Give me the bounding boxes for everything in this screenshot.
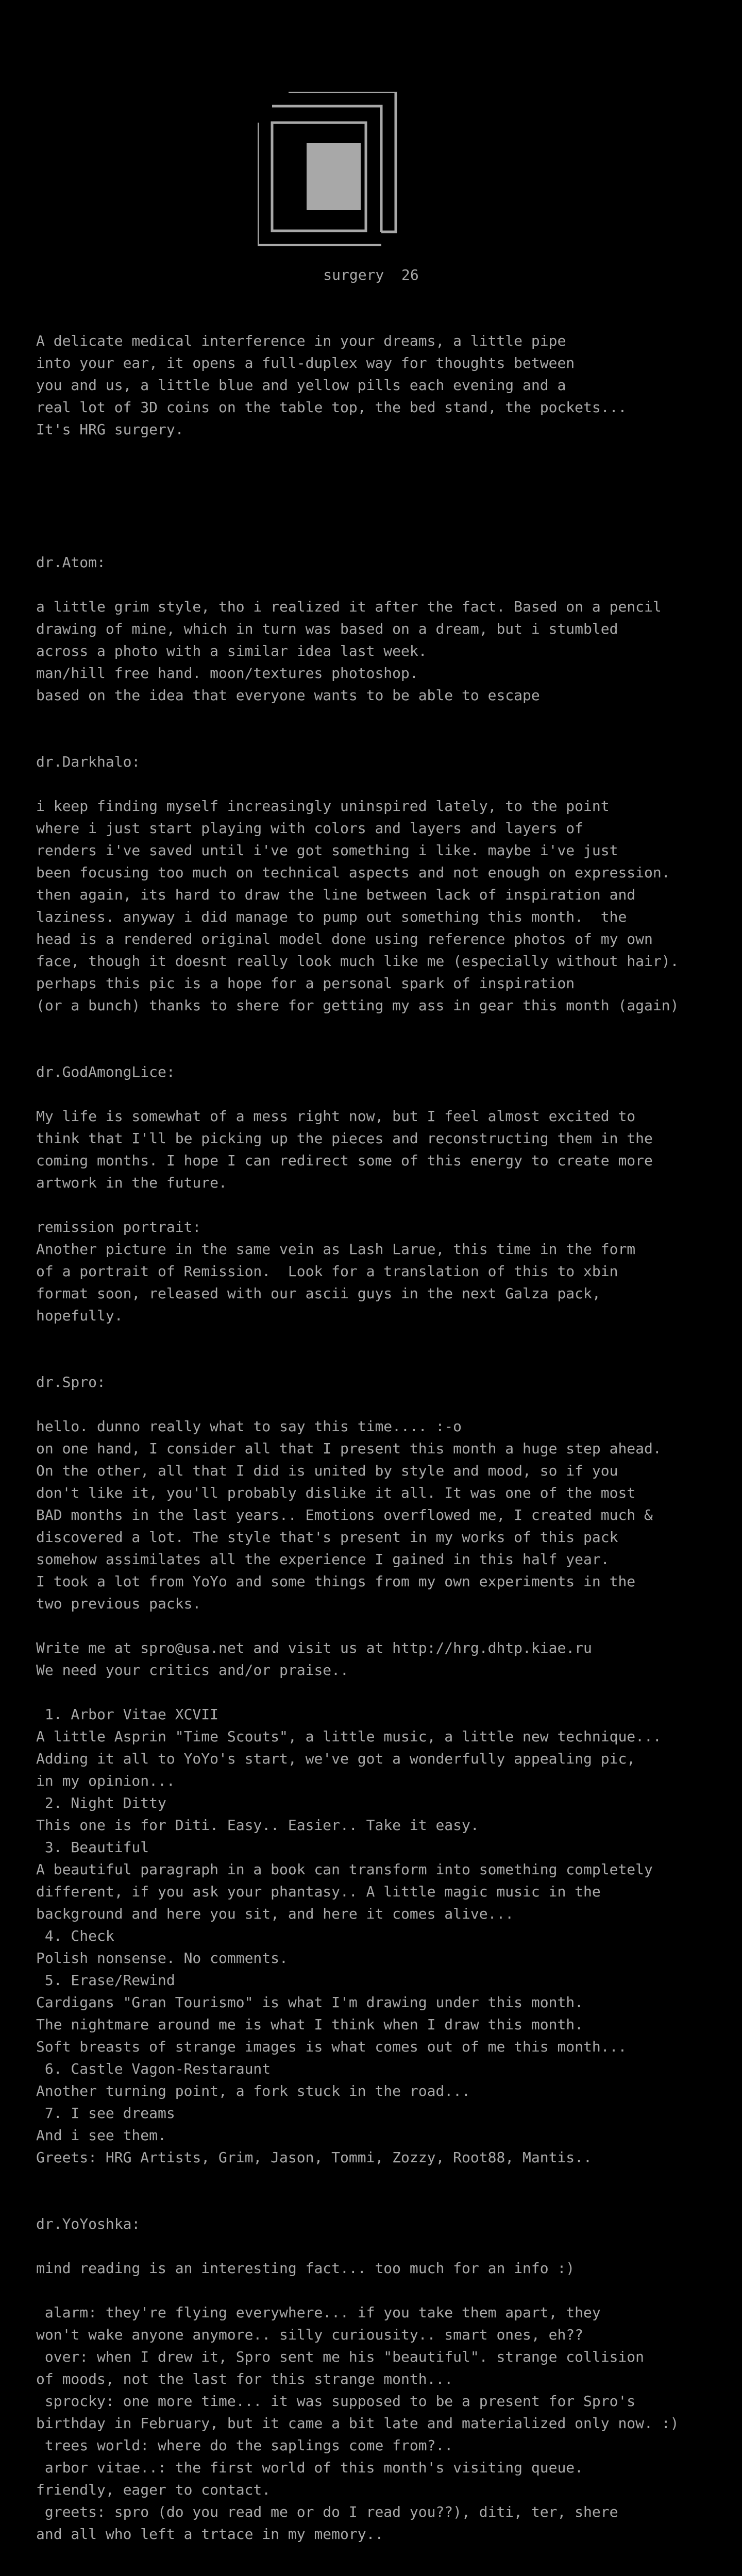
artist-name: dr.GodAmongLice: — [36, 1063, 175, 1080]
logo-caption: surgery 26 — [323, 266, 419, 283]
artist-paragraph: alarm: they're flying everywhere... if you take them apart, they won't wake anyone anymore.. silly curiousity.. smart ones, eh?? over: when I drew it, Spro sent me his "beautiful". strange collision of moods, not the last for this strange month... sprocky: one more time... it was supposed to be a present for Spro's birthday in February, but it came a bit late and materialized only now. :) trees world: where do the saplings come from?.. arbor vitae..: the first world of this month's visiting queue. friendly, eager to contact. greets: spro (do you read me or do I read you??), diti, ter, shere and all who left a trtace in my memory.. — [36, 2304, 679, 2543]
document-body — [36, 330, 732, 2576]
artist-paragraph: remission portrait: Another picture in the same vein as Lash Larue, this time in the form of a portrait of Remission. Look for a translation of this to xbin format soon, released with our ascii guys in the next Galza pack, hopefully. — [36, 1218, 636, 1324]
artist-paragraph: My life is somewhat of a mess right now, but I feel almost excited to think that I'll be picking up the pieces and reconstructing them in the coming months. I hope I can redirect some of this energy to create more artwork in the future. — [36, 1108, 653, 1191]
artist-section — [36, 2213, 732, 2545]
artist-paragraph: hello. dunno really what to say this time.... :-o on one hand, I consider all that I present this month a huge step ahead. On the other, all that I did is united by style and mood, so if you don't like it, you'll probably dislike it all. It was one of the most BAD months in the last years.. Emotions overflowed me, I created much & discovered a lot. The style that's present in my works of this pack somehow assimilates all the experience I gained in this half year. I took a lot from YoYo and some things from my own experiments in the two previous packs. — [36, 1418, 662, 1612]
artist-name: dr.Atom: — [36, 554, 106, 571]
artist-name: dr.Darkhalo: — [36, 753, 141, 770]
artist-paragraph: mind reading is an interesting fact... too much for an info :) — [36, 2260, 575, 2277]
artist-sections — [36, 551, 732, 2545]
intro-text: A delicate medical interference in your dreams, a little pipe into your ear, it opens a full-duplex way for thoughts between you and us, a little blue and yellow pills each evening and a real lot of 3D coins on the table top, the bed stand, the pockets... It's HRG surgery. — [36, 332, 627, 438]
artist-section — [36, 551, 732, 706]
artist-section — [36, 1371, 732, 2168]
artist-name: dr.Spro: — [36, 1374, 106, 1391]
artist-paragraph: i keep finding myself increasingly uninspired lately, to the point where i just start playing with colors and layers and layers of renders i've saved until i've got something i like. maybe i've just been focusing too much on technical aspects and not enough on expression. then again, its hard to draw the line between lack of inspiration and laziness. anyway i did manage to pump out something this month. the head is a rendered original model done using reference photos of my own face, though it doesnt really look much like me (especially without hair). perhaps this pic is a hope for a personal spark of inspiration (or a bunch) thanks to shere for getting my ass in gear this month (again) — [36, 798, 679, 1014]
nested-squares-logo-icon — [258, 92, 402, 246]
artist-paragraph: Write me at spro@usa.net and visit us at http://hrg.dhtp.kiae.ru We need your critics and/or praise.. — [36, 1639, 592, 1679]
artist-section — [36, 1061, 732, 1327]
artist-section — [36, 751, 732, 1016]
artist-paragraph: 1. Arbor Vitae XCVII A little Asprin "Time Scouts", a little music, a little new technique... Adding it all to YoYo's start, we've got a wonderfully appealing pic, in my opinion... 2. Night Ditty This one is for Diti. Easy.. Easier.. Take it easy. 3. Beautiful A beautiful paragraph in a book can transform into something completely different, if you ask your phantasy.. A little magic music in the background and here you sit, and here it comes alive... 4. Check Polish nonsense. No comments. 5. Erase/Rewind Cardigans "Gran Tourismo" is what I'm drawing under this month. The nightmare around me is what I think when I draw this month. Soft breasts of strange images is what comes out of me this month... 6. Castle Vagon-Restaraunt Another turning point, a fork stuck in the road... 7. I see dreams And i see them. Greets: HRG Artists, Grim, Jason, Tommi, Zozzy, Root88, Mantis.. — [36, 1706, 662, 2166]
artist-paragraph: a little grim style, tho i realized it after the fact. Based on a pencil drawing of mine, which in turn was based on a dream, but i stumbled across a photo with a similar idea last week. man/hill free hand. moon/textures photoshop. based on the idea that everyone wants to be able to escape — [36, 598, 662, 704]
artist-name: dr.YoYoshka: — [36, 2215, 141, 2232]
